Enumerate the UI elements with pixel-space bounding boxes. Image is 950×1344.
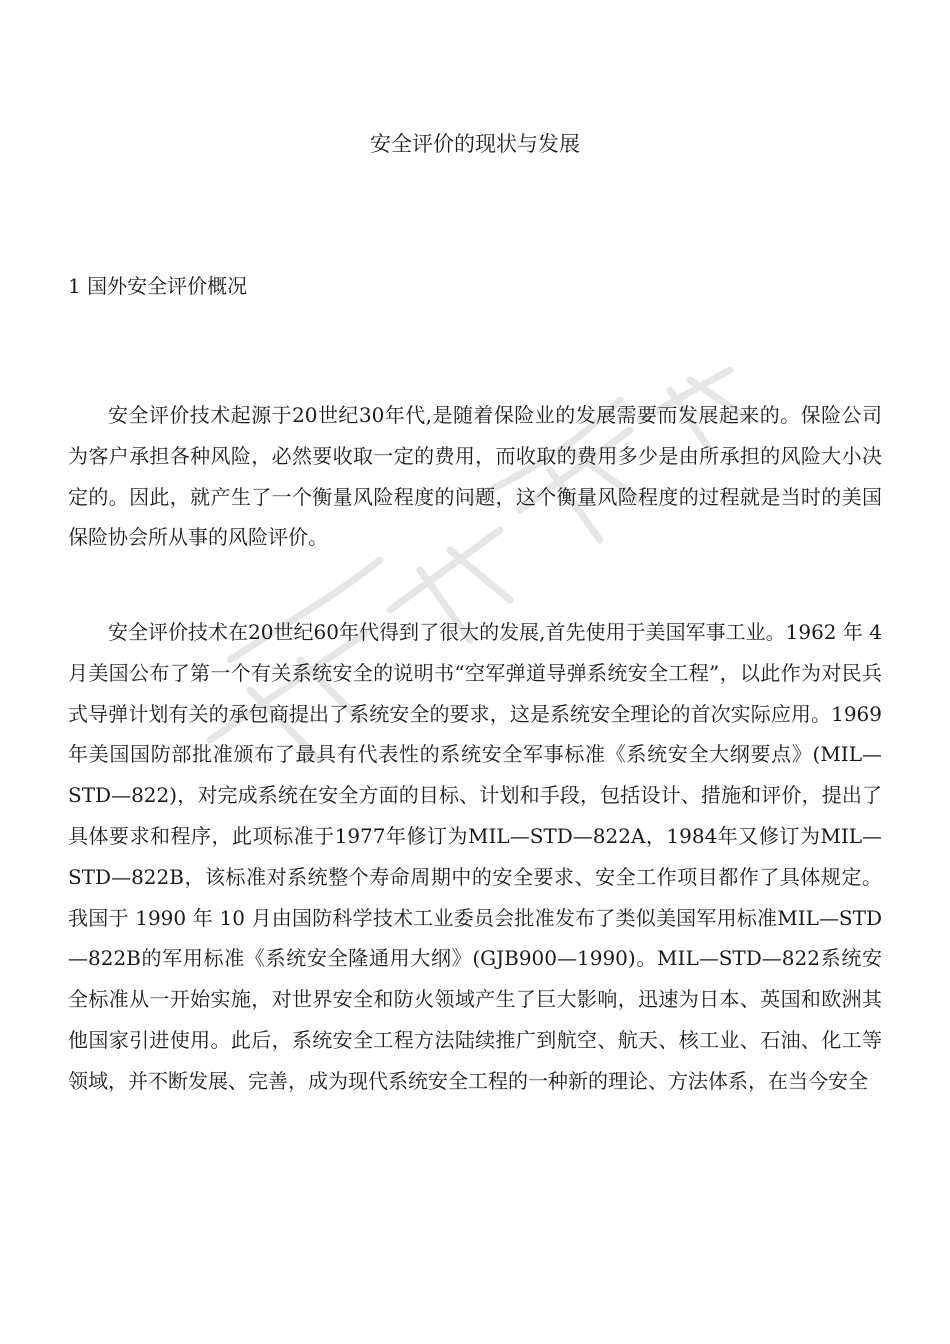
- document-title: 安全评价的现状与发展: [370, 132, 580, 156]
- section-heading: 1 国外安全评价概况: [68, 274, 248, 298]
- paragraph-2: 安全评价技术在20世纪60年代得到了很大的发展,首先使用于美国军事工业。1962 年 4 月美国公布了第一个有关系统安全的说明书“空军弹道导弹系统安全工程”，以此作为对民兵式导弹计划有关的承包商提出了系统安全的要求，这是系统安全理论的首次实际应用。1969 年美国国防部批准颁布了最具有代表性的系统安全军事标准《系统安全大纲要点》(MIL—STD—822)，对完成系统在安全方面的目标、计划和手段，包括设计、措施和评价，提出了具体要求和程序，此项标准于1977年修订为MIL—STD—822A，1984年又修订为MIL—STD—822B，该标准对系统整个寿命周期中的安全要求、安全工作项目都作了具体规定。我国于 1990 年 10 月由国防科学技术工业委员会批准发布了类似美国军用标准MIL—STD—822B的军用标准《系统安全隆通用大纲》(GJB900—1990)。MIL—STD—822系统安全标准从一开始实施，对世界安全和防火领域产生了巨大影响，迅速为日本、英国和欧洲其他国家引进使用。此后，系统安全工程方法陆续推广到航空、航天、核工业、石油、化工等领域，并不断发展、完善，成为现代系统安全工程的一种新的理论、方法体系，在当今安全: [68, 620, 882, 1093]
- paragraph-1: 安全评价技术起源于20世纪30年代,是随着保险业的发展需要而发展起来的。保险公司为客户承担各种风险，必然要收取一定的费用，而收取的费用多少是由所承担的风险大小决定的。因此，就产生了一个衡量风险程度的问题，这个衡量风险程度的过程就是当时的美国保险协会所从事的风险评价。: [68, 403, 882, 550]
